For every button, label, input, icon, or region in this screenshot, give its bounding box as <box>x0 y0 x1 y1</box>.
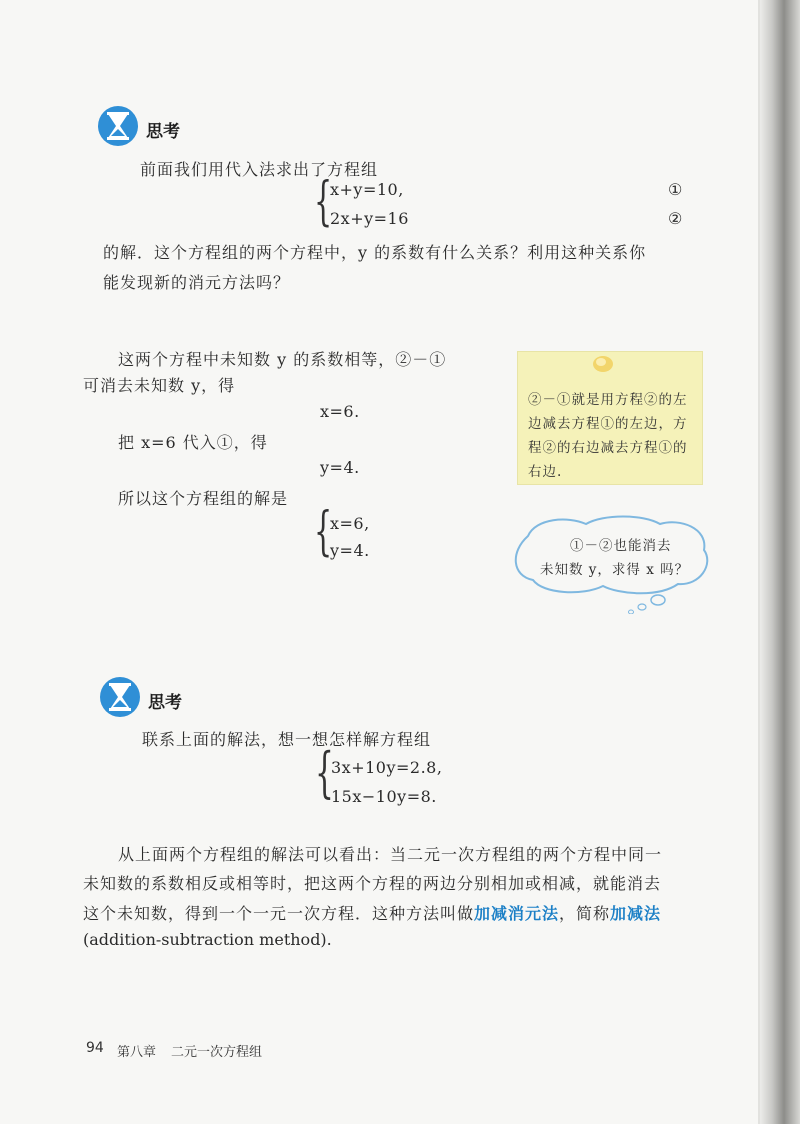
equation-brace: { <box>314 172 333 232</box>
side-note <box>518 352 702 484</box>
solution-line-1: 这两个方程中未知数 y 的系数相等，②－① <box>118 350 447 369</box>
equation-brace-2: { <box>315 741 334 804</box>
equation-1-number: ① <box>668 180 683 199</box>
equation-1: x+y=10, <box>330 180 404 199</box>
summary-line-3-text-b: ，简称 <box>559 904 611 923</box>
question-line-1: 的解．这个方程组的两个方程中，y 的系数有什么关系？利用这种关系你 <box>103 243 647 262</box>
term-addition-subtraction-elimination: 加减消元法 <box>474 904 560 923</box>
summary-line-3 <box>83 901 661 924</box>
x-value: x=6. <box>320 402 360 421</box>
summary-line-1: 从上面两个方程组的解法可以看出：当二元一次方程组的两个方程中同一 <box>118 845 663 864</box>
question-line-2: 能发现新的消元方法吗？ <box>103 273 291 292</box>
bubble-line-2: 未知数 y，求得 x 吗？ <box>540 562 690 578</box>
page-number: 94 <box>86 1040 104 1056</box>
intro-text-2: 联系上面的解法，想一想怎样解方程组 <box>142 730 432 749</box>
solution-x: x=6, <box>330 514 370 533</box>
summary-line-4: (addition-subtraction method). <box>83 930 332 949</box>
y-value: y=4. <box>320 458 360 477</box>
solution-line-2: 可消去未知数 y，得 <box>83 376 236 395</box>
think-hourglass-icon-2 <box>99 676 141 718</box>
equation-2-number: ② <box>668 209 683 228</box>
section-heading-2: 思考 <box>148 693 182 713</box>
summary-line-2: 未知数的系数相反或相等时，把这两个方程的两边分别相加或相减，就能消去 <box>83 874 662 893</box>
conclusion-line: 所以这个方程组的解是 <box>118 489 289 508</box>
think-hourglass-icon <box>97 105 139 147</box>
equation-2: 2x+y=16 <box>330 209 409 228</box>
equation-4: 15x−10y=8. <box>331 787 437 806</box>
chapter-title: 二元一次方程组 <box>171 1045 263 1060</box>
solution-brace: { <box>314 502 333 562</box>
solution-y: y=4. <box>330 541 370 560</box>
chapter-label: 第八章 <box>117 1045 157 1060</box>
side-note-text: ②－①就是用方程②的左边减去方程①的左边，方程②的右边减去方程①的右边. <box>528 392 688 480</box>
bubble-line-1: ①－②也能消去 <box>570 538 672 554</box>
section-heading: 思考 <box>146 122 180 142</box>
pushpin-icon <box>590 354 616 374</box>
book-spine <box>760 0 800 1124</box>
intro-text: 前面我们用代入法求出了方程组 <box>140 160 379 179</box>
equation-3: 3x+10y=2.8, <box>331 758 443 777</box>
summary-line-3-text-a: 这个未知数，得到一个一元一次方程．这种方法叫做 <box>83 904 475 923</box>
substitute-line: 把 x=6 代入①，得 <box>118 433 268 452</box>
term-addition-subtraction: 加减法 <box>610 904 662 923</box>
